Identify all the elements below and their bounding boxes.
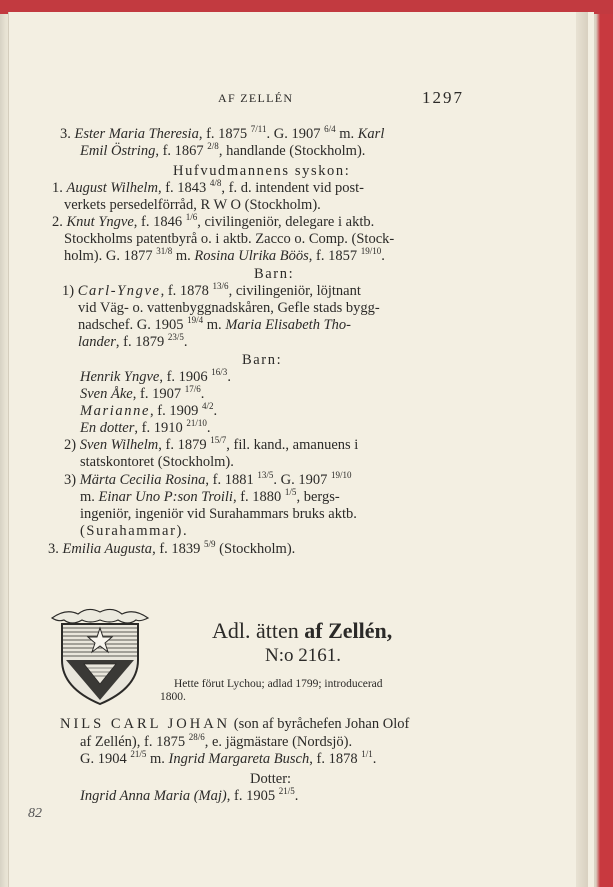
sibling-1-line-1: 1. August Wilhelm, f. 1843 $^{4/8}$, f. d. intendent vid post- — [52, 178, 364, 196]
child-3-line-1: 3) Märta Cecilia Rosina, f. 1881 $^{13/5}$. G. 1907 $^{19/10}$ — [64, 470, 352, 488]
child-2-line-1: 2) Sven Wilhelm, f. 1879 $^{15/7}$, fil. kand., amanuens i — [64, 435, 359, 453]
family-title: Adl. ätten af Zellén, — [212, 618, 393, 643]
child-3-line-3: ingeniör, ingeniör vid Surahammars bruks aktb. — [80, 506, 357, 522]
family-note-line-1: Hette förut Lychou; adlad 1799; introducerad — [174, 678, 383, 690]
sibling-2-line-3: holm). G. 1877 $^{31/8}$ m. Rosina Ulrika Böös, f. 1857 $^{19/10}$. — [64, 246, 385, 264]
coat-of-arms-icon — [48, 604, 152, 708]
sibling-3-line-1: 3. Emilia Augusta, f. 1839 $^{5/9}$ (Stockholm). — [48, 539, 296, 557]
person-name: Carl-Yngve — [77, 283, 161, 299]
child-1-line-4: lander, f. 1879 $^{23/5}$. — [78, 332, 188, 350]
grandchild-4: En dotter, f. 1910 $^{21/10}$. — [80, 418, 211, 436]
child-2-line-2: statskontoret (Stockholm). — [80, 454, 234, 470]
page-number: 1297 — [422, 88, 464, 107]
folio-mark: 82 — [28, 806, 42, 821]
family-number: N:o 2161. — [265, 645, 341, 666]
child-1-line-3: nadschef. G. 1905 $^{19/4}$ m. Maria Elisabeth Tho- — [78, 315, 351, 333]
entry-3-line-2: Emil Östring, f. 1867 $^{2/8}$, handlande (Stockholm). — [80, 141, 366, 159]
running-title: AF ZELLÉN — [218, 91, 294, 105]
grandchild-2: Sven Åke, f. 1907 $^{17/6}$. — [80, 384, 205, 402]
family-note-line-2: 1800. — [160, 691, 186, 703]
child-1-line-1: 1) Carl-Yngve, f. 1878 $^{13/6}$, civilingeniör, löjtnant — [62, 281, 361, 299]
person-name: Emilia Augusta — [62, 541, 153, 557]
daughter-line: Ingrid Anna Maria (Maj), f. 1905 $^{21/5}$. — [80, 786, 299, 804]
grandchild-1: Henrik Yngve, f. 1906 $^{16/3}$. — [80, 367, 231, 385]
sibling-1-line-2: verkets persedelförråd, R W O (Stockholm). — [64, 197, 321, 213]
siblings-heading: Hufvudmannens syskon: — [173, 163, 351, 179]
person-name: Ester Maria Theresia — [74, 126, 199, 142]
entry-3-line-1: 3. Ester Maria Theresia, f. 1875 $^{7/11}$. G. 1907 $^{6/4}$ m. Karl — [60, 124, 385, 142]
sibling-2-line-1: 2. Knut Yngve, f. 1846 $^{1/6}$, civilingeniör, delegare i aktb. — [52, 212, 375, 230]
daughter-label: Dotter: — [250, 771, 292, 787]
head-line-2: af Zellén), f. 1875 $^{28/6}$, e. jägmästare (Nordsjö). — [80, 732, 353, 750]
head-line-3: G. 1904 $^{21/5}$ m. Ingrid Margareta Busch, f. 1878 $^{1/1}$. — [80, 749, 377, 767]
person-name: Knut Yngve — [66, 214, 134, 230]
page-fore-edge — [576, 12, 588, 887]
child-1-line-2: vid Väg- o. vattenbyggnadskåren, Gefle stads bygg- — [78, 300, 380, 316]
grandchildren-label: Barn: — [242, 352, 283, 368]
head-name: NILS CARL JOHAN — [60, 716, 231, 732]
head-line-1: NILS CARL JOHAN (son af byråchefen Johan Olof — [60, 716, 410, 732]
person-name: August Wilhelm — [66, 180, 158, 196]
person-name: Märta Cecilia Rosina — [79, 472, 206, 488]
grandchild-3: Marianne, f. 1909 $^{4/2}$. — [80, 401, 218, 419]
sibling-2-line-2: Stockholms patentbyrå o. i aktb. Zacco o. Comp. (Stock- — [64, 231, 395, 247]
child-3-line-2: m. Einar Uno P:son Troili, f. 1880 $^{1/5}$, bergs- — [80, 487, 340, 505]
child-3-line-4: (Surahammar). — [80, 523, 189, 539]
person-name: Sven Wilhelm — [79, 437, 159, 453]
children-label: Barn: — [254, 266, 295, 282]
